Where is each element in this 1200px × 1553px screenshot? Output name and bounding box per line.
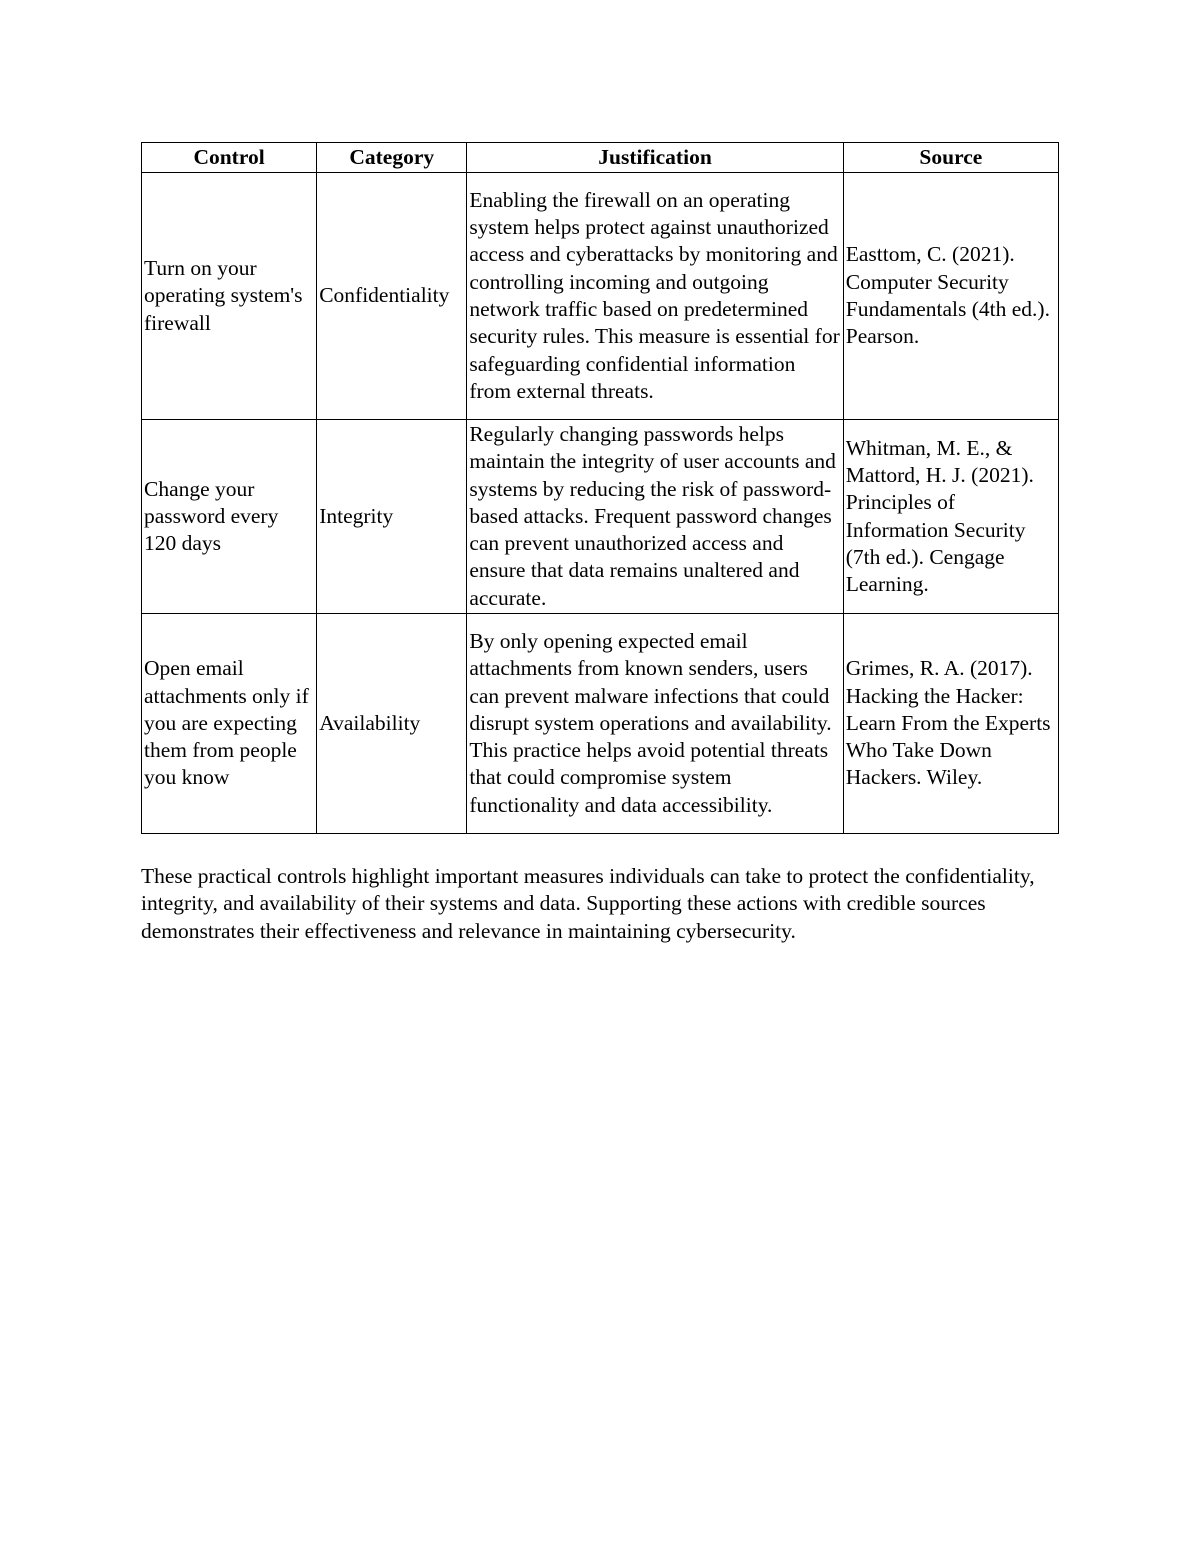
- justification-cell: By only opening expected email attachments from known senders, users can prevent malware infections that could disrupt system operations and availability. This practice helps avoid potential threats that could compromise system functionality and data accessibility.: [467, 614, 843, 834]
- table-header-row: [142, 143, 1059, 173]
- justification-cell: Enabling the firewall on an operating system helps protect against unauthorized access and cyberattacks by monitoring and controlling incoming and outgoing network traffic based on predetermined security rules. This measure is essential for safeguarding confidential information from external threats.: [467, 173, 843, 420]
- category-cell: Availability: [317, 614, 467, 834]
- summary-paragraph: These practical controls highlight important measures individuals can take to protect the confidentiality, integrity, and availability of their systems and data. Supporting these actions with credible sources demonstrates their effectiveness and relevance in maintaining cybersecurity.: [141, 864, 1035, 943]
- category-cell: Integrity: [317, 420, 467, 614]
- header-source: Source: [843, 143, 1058, 173]
- category-cell: Confidentiality: [317, 173, 467, 420]
- control-cell: Open email attachments only if you are expecting them from people you know: [142, 614, 317, 834]
- source-cell: Easttom, C. (2021). Computer Security Fundamentals (4th ed.). Pearson.: [843, 173, 1058, 420]
- header-justification: Justification: [467, 143, 843, 173]
- source-cell: Grimes, R. A. (2017). Hacking the Hacker: Learn From the Experts Who Take Down Hackers. Wiley.: [843, 614, 1058, 834]
- table-row: [142, 173, 1059, 420]
- source-cell: Whitman, M. E., & Mattord, H. J. (2021). Principles of Information Security (7th ed.). Cengage Learning.: [843, 420, 1058, 614]
- controls-table: [141, 142, 1059, 834]
- justification-cell: Regularly changing passwords helps maintain the integrity of user accounts and systems by reducing the risk of password-based attacks. Frequent password changes can prevent unauthorized access and ensure that data remains unaltered and accurate.: [467, 420, 843, 614]
- control-cell: Change your password every 120 days: [142, 420, 317, 614]
- header-category: Category: [317, 143, 467, 173]
- control-cell: Turn on your operating system's firewall: [142, 173, 317, 420]
- header-control: Control: [142, 143, 317, 173]
- table-row: [142, 420, 1059, 614]
- table-row: [142, 614, 1059, 834]
